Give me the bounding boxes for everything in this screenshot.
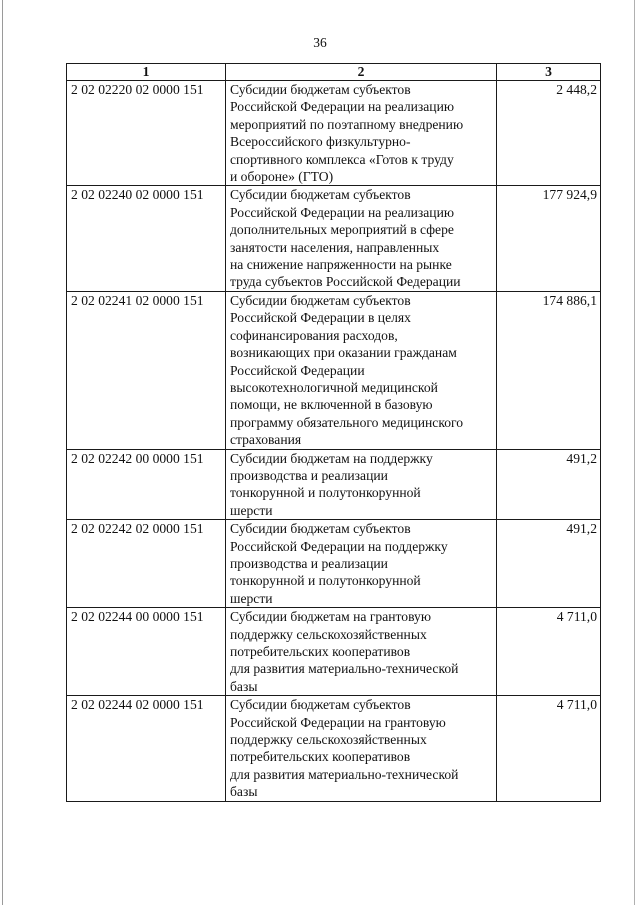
column-header-description: 2 — [226, 64, 497, 81]
description-line: производства и реализации — [230, 555, 388, 571]
description-line: Субсидии бюджетам субъектов — [230, 82, 411, 97]
description-line: занятости населения, направленных — [230, 239, 440, 255]
description-cell — [226, 81, 497, 186]
table-row — [67, 520, 601, 608]
description-cell — [226, 291, 497, 449]
description-line: страхования — [230, 432, 302, 448]
description-line: мероприятий по поэтапному внедрению — [230, 116, 464, 132]
table-row — [67, 81, 601, 186]
description-line: производства и реализации — [230, 467, 388, 483]
scan-edge-left — [2, 0, 3, 905]
description-cell — [226, 520, 497, 608]
description-line: Российской Федерации на реализацию — [230, 204, 455, 220]
description-cell — [226, 608, 497, 696]
description-line: Субсидии бюджетам субъектов — [230, 697, 411, 713]
description-line: потребительских кооперативов — [230, 644, 411, 659]
description-line: на снижение напряженности на рынке — [230, 257, 452, 273]
description-line: помощи, не включенной в базовую — [230, 397, 433, 413]
description-line: тонкорунной и полутонкорунной — [230, 485, 421, 501]
amount-cell: 174 886,1 — [497, 291, 601, 449]
description-line: шерсти — [230, 502, 273, 518]
amount-cell: 2 448,2 — [497, 81, 601, 186]
description-line: базы — [230, 678, 258, 694]
description-line: труда субъектов Российской Федерации — [230, 274, 461, 290]
header-row — [67, 64, 601, 81]
description-line: Российской Федерации на грантовую — [230, 714, 446, 730]
description-cell — [226, 449, 497, 520]
description-line: софинансирования расходов, — [230, 327, 398, 343]
table-row — [67, 291, 601, 449]
amount-cell: 177 924,9 — [497, 186, 601, 291]
budget-code-cell: 2 02 02242 02 0000 151 — [67, 520, 226, 608]
budget-code-cell: 2 02 02240 02 0000 151 — [67, 186, 226, 291]
description-line: Российской Федерации в целях — [230, 310, 411, 326]
description-line: потребительских кооперативов — [230, 749, 411, 765]
amount-cell: 491,2 — [497, 449, 601, 520]
budget-code-cell: 2 02 02244 00 0000 151 — [67, 608, 226, 696]
description-line: для развития материально-технической — [230, 661, 459, 677]
description-line: шерсти — [230, 590, 273, 606]
scan-edge-right — [634, 0, 635, 905]
description-line: тонкорунной и полутонкорунной — [230, 573, 421, 589]
amount-cell: 4 711,0 — [497, 608, 601, 696]
description-line: Субсидии бюджетам субъектов — [230, 187, 411, 203]
column-header-amount: 3 — [497, 64, 601, 81]
page-number: 36 — [313, 35, 327, 50]
description-line: для развития материально-технической — [230, 766, 459, 782]
description-line: Субсидии бюджетам субъектов — [230, 521, 411, 537]
table-row — [67, 186, 601, 291]
table-row — [67, 696, 601, 801]
description-line: Всероссийского физкультурно- — [230, 134, 411, 150]
description-line: программу обязательного медицинского — [230, 414, 464, 430]
description-line: спортивного комплекса «Готов к труду — [230, 151, 454, 167]
table-row — [67, 449, 601, 520]
amount-cell: 4 711,0 — [497, 696, 601, 801]
description-line: поддержку сельскохозяйственных — [230, 732, 427, 748]
description-line: поддержку сельскохозяйственных — [230, 626, 427, 642]
description-line: Субсидии бюджетам субъектов — [230, 292, 411, 308]
description-line: дополнительных мероприятий в сфере — [230, 222, 454, 238]
description-line: Субсидии бюджетам на грантовую — [230, 609, 431, 625]
budget-table — [66, 63, 601, 802]
budget-code-cell: 2 02 02242 00 0000 151 — [67, 449, 226, 520]
description-line: Субсидии бюджетам на поддержку — [230, 450, 433, 466]
description-line: Российской Федерации на поддержку — [230, 538, 448, 554]
budget-code-cell: 2 02 02220 02 0000 151 — [67, 81, 226, 186]
description-line: высокотехнологичной медицинской — [230, 379, 438, 395]
amount-cell: 491,2 — [497, 520, 601, 608]
budget-code-cell: 2 02 02241 02 0000 151 — [67, 291, 226, 449]
budget-code-cell: 2 02 02244 02 0000 151 — [67, 696, 226, 801]
description-line: Российской Федерации на реализацию — [230, 99, 455, 115]
table-row — [67, 608, 601, 696]
description-line: базы — [230, 784, 258, 800]
description-cell — [226, 186, 497, 291]
table-body — [67, 81, 601, 802]
description-line: возникающих при оказании гражданам — [230, 345, 457, 361]
column-header-code: 1 — [67, 64, 226, 81]
description-line: Российской Федерации — [230, 362, 365, 378]
description-line: и обороне» (ГТО) — [230, 169, 334, 185]
description-cell — [226, 696, 497, 801]
